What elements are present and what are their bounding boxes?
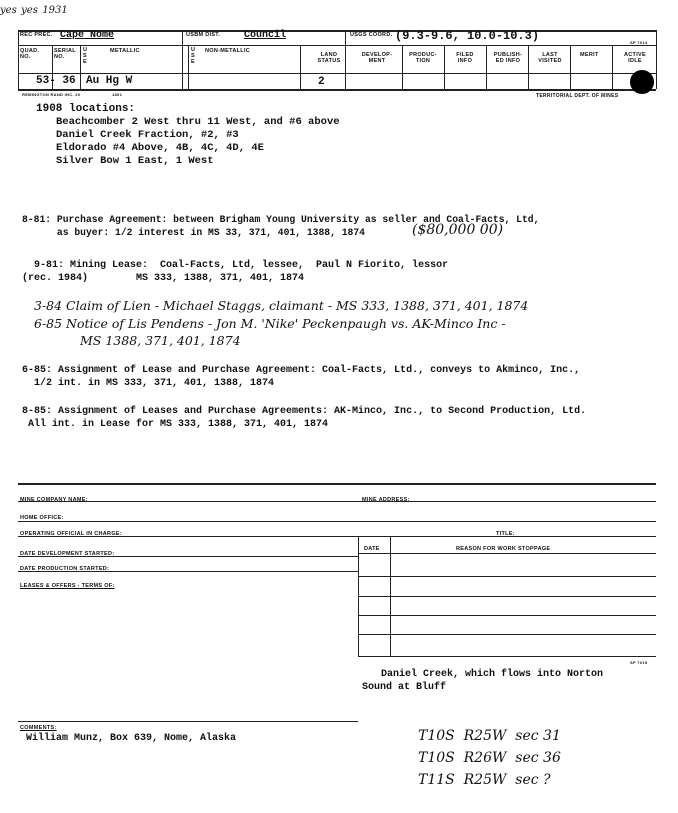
usgs-coord-label: USGS COORD. xyxy=(350,32,393,38)
quad-serial-value: 53- 36 xyxy=(36,75,76,87)
metallic-value: Au Hg W xyxy=(86,75,133,87)
entry-8-81-amount: ($80,000 00) xyxy=(412,222,504,238)
entry-6-85-line2: 1/2 int. in MS 333, 371, 401, 1388, 1874 xyxy=(22,378,275,389)
entry-8-85-line2: All int. in Lease for MS 333, 1388, 371, 401, 1874 xyxy=(22,419,329,430)
active-idle-label: ACTIVE IDLE xyxy=(624,52,646,64)
entry-9-81-line2: (rec. 1984) MS 333, 1388, 371, 401, 1874 xyxy=(22,273,305,284)
mine-address-label: MINE ADDRESS: xyxy=(362,497,410,503)
active-marker-dot xyxy=(630,70,654,94)
location-note-line2: Sound at Bluff xyxy=(362,682,447,693)
entry-6-85-line1: 6-85: Assignment of Lease and Purchase Agreement: Coal-Facts, Ltd., conveys to Akminco, Inc., xyxy=(22,365,581,376)
entry-9-81-line1: 9-81: Mining Lease: Coal-Facts, Ltd, lessee, Paul N Fiorito, lessor xyxy=(34,260,449,271)
printer-code: 1801 xyxy=(112,92,123,97)
header-grid xyxy=(0,0,678,99)
date-label: DATE xyxy=(364,546,380,552)
develop-label: DEVELOP-MENT xyxy=(361,52,393,64)
filed-info-value: yes xyxy=(0,5,17,16)
production-label: PRODUC-TION xyxy=(409,52,437,64)
prod-started-label: DATE PRODUCTION STARTED: xyxy=(20,566,110,572)
last-visited-value: 1931 xyxy=(42,5,68,16)
comments-label: COMMENTS: xyxy=(20,725,57,731)
home-office-label: HOME OFFICE: xyxy=(20,515,64,521)
location-item: Daniel Creek Fraction, #2, #3 xyxy=(56,129,239,141)
form-number-2: SP 7015 xyxy=(630,660,648,665)
handwritten-3-84-lien: 3-84 Claim of Lien - Michael Staggs, claimant - MS 333, 1388, 371, 401, 1874 xyxy=(34,298,529,313)
rec-prec-value: Cape Nome xyxy=(60,30,115,41)
usbm-dist-value: Council xyxy=(244,30,287,41)
entry-8-81-line2: as buyer: 1/2 interest in MS 33, 371, 401, 1388, 1874 xyxy=(22,227,365,238)
serial-no-label: SERIAL NO. xyxy=(54,48,76,60)
location-note-line1: Daniel Creek, which flows into Norton xyxy=(381,669,604,680)
entry-8-81-line1: 8-81: Purchase Agreement: between Brigham Young University as seller and Coal-Facts, Ltd, xyxy=(22,214,540,225)
locations-title: 1908 locations: xyxy=(36,103,136,115)
location-item: Silver Bow 1 East, 1 West xyxy=(56,155,214,167)
filed-info-label: FILED INFO xyxy=(456,52,474,64)
dev-started-label: DATE DEVELOPMENT STARTED: xyxy=(20,551,115,557)
operating-official-label: OPERATING OFFICIAL IN CHARGE: xyxy=(20,531,122,537)
reason-stoppage-label: REASON FOR WORK STOPPAGE xyxy=(456,546,551,552)
printer-line: REMINGTON RAND INC. 20 xyxy=(22,92,81,97)
merit-label: MERIT xyxy=(580,52,599,58)
leases-label: LEASES & OFFERS - TERMS OF: xyxy=(20,583,115,589)
territorial-dept: TERRITORIAL DEPT. OF MINES xyxy=(536,93,619,99)
published-label: PUBLISH-ED INFO xyxy=(493,52,523,64)
trs-line: T10S R26W sec 36 xyxy=(418,750,561,766)
quad-no-label: QUAD. NO. xyxy=(20,48,40,60)
use-label-nonmetallic: U S E xyxy=(191,47,196,65)
location-item: Beachcomber 2 West thru 11 West, and #6 above xyxy=(56,116,340,128)
form-number: SP 7014 xyxy=(630,40,648,45)
land-status-label: LAND STATUS xyxy=(317,52,341,64)
trs-line: T10S R25W sec 31 xyxy=(418,728,561,744)
land-status-value: 2 xyxy=(318,76,325,88)
usbm-dist-label: USBM DIST. xyxy=(186,32,221,38)
metallic-label: METALLIC xyxy=(110,48,140,54)
use-label-metallic: U S E xyxy=(83,47,88,65)
rec-prec-label: REC PREC. xyxy=(20,32,53,38)
location-item: Eldorado #4 Above, 4B, 4C, 4D, 4E xyxy=(56,142,264,154)
handwritten-6-85-ms: MS 1388, 371, 401, 1874 xyxy=(80,333,241,348)
published-info-value: yes xyxy=(21,5,38,16)
comments-value: William Munz, Box 639, Nome, Alaska xyxy=(26,733,237,744)
non-metallic-label: NON-METALLIC xyxy=(205,48,251,54)
usgs-coord-value: (9.3-9.6, 10.0-10.3) xyxy=(395,29,540,43)
trs-line: T11S R25W sec ? xyxy=(418,772,551,788)
handwritten-6-85-notice: 6-85 Notice of Lis Pendens - Jon M. 'Nike' Peckenpaugh vs. AK-Minco Inc - xyxy=(34,316,506,331)
entry-8-85-line1: 8-85: Assignment of Leases and Purchase Agreements: AK-Minco, Inc., to Second Production, Ltd. xyxy=(22,406,587,417)
mine-company-label: MINE COMPANY NAME: xyxy=(20,497,88,503)
title-label: TITLE: xyxy=(496,531,515,537)
last-visited-label: LAST VISITED xyxy=(538,52,562,64)
